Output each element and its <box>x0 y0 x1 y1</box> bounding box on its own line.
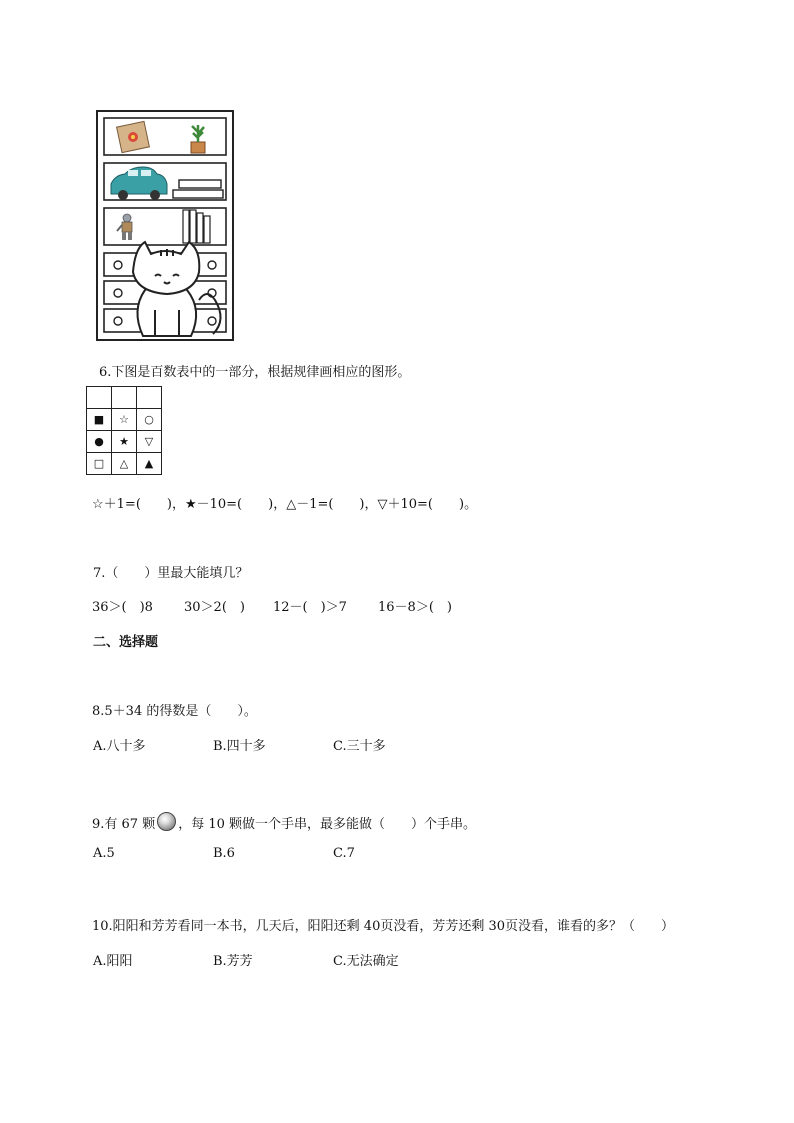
picture-frame-icon <box>117 121 150 152</box>
option-c[interactable]: C.无法确定 <box>333 954 399 969</box>
option-c[interactable]: C.7 <box>333 846 355 861</box>
grid-cell: ★ <box>112 431 137 453</box>
bead-icon <box>157 812 176 831</box>
grid-cell: ● <box>87 431 112 453</box>
question-7-prompt: 7.（ ）里最大能填几？ <box>93 566 249 581</box>
bookshelf-illustration <box>95 110 235 342</box>
option-c[interactable]: C.三十多 <box>333 739 386 754</box>
question-7-item: 30＞2( ) <box>184 600 245 615</box>
question-6-fill-line: ☆＋1=( )，★－10=( )，△－1=( )，▽＋10=( )。 <box>92 497 478 512</box>
grid-cell: ▽ <box>137 431 162 453</box>
grid-cell <box>87 387 112 409</box>
grid-cell: ▲ <box>137 453 162 475</box>
grid-cell <box>112 387 137 409</box>
grid-cell: ○ <box>137 409 162 431</box>
question-6-prompt: 6.下图是百数表中的一部分，根据规律画相应的图形。 <box>99 365 411 380</box>
question-9-prompt-start: 9.有 67 颗 <box>92 817 156 832</box>
option-a[interactable]: A.阳阳 <box>93 954 133 969</box>
question-7-item: 12－( )＞7 <box>273 600 347 615</box>
grid-cell: ☆ <box>112 409 137 431</box>
option-a[interactable]: A.八十多 <box>93 739 146 754</box>
option-a[interactable]: A.5 <box>93 846 115 861</box>
option-b[interactable]: B.四十多 <box>213 739 266 754</box>
option-b[interactable]: B.芳芳 <box>213 954 253 969</box>
grid-cell <box>137 387 162 409</box>
section-title: 二、选择题 <box>93 635 159 650</box>
grid-cell: △ <box>112 453 137 475</box>
question-9-prompt <box>92 812 476 832</box>
question-7-item: 16－8＞( ) <box>378 600 452 615</box>
grid-cell: □ <box>87 453 112 475</box>
question-7-item: 36＞( )8 <box>92 600 153 615</box>
question-9-prompt-end: ，每 10 颗做一个手串，最多能做（ ）个手串。 <box>178 817 477 832</box>
option-b[interactable]: B.6 <box>213 846 235 861</box>
grid-cell: ■ <box>87 409 112 431</box>
hundred-chart-fragment <box>86 386 162 475</box>
question-8-prompt: 8.5＋34 的得数是（ ）。 <box>92 704 257 719</box>
question-10-prompt: 10.阳阳和芳芳看同一本书，几天后，阳阳还剩 40页没看，芳芳还剩 30页没看，谁看的多？（ ） <box>92 919 675 934</box>
